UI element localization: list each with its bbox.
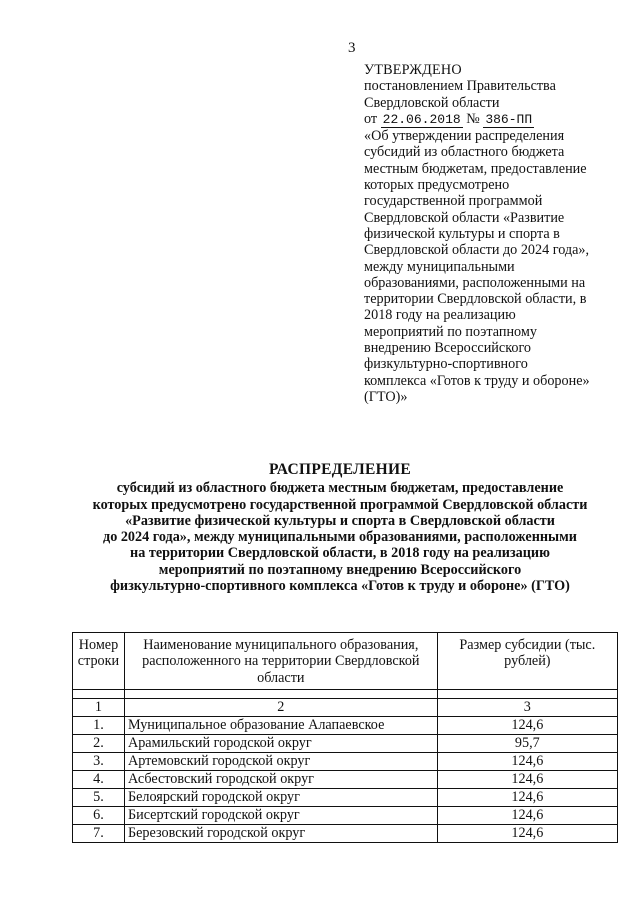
gap-cell	[73, 689, 125, 698]
row-number: 7.	[73, 824, 125, 842]
number-prefix: №	[466, 110, 480, 127]
municipality-name: Арамильский городской округ	[124, 734, 437, 752]
subsidy-amount: 124,6	[437, 824, 617, 842]
row-number: 5.	[73, 788, 125, 806]
row-number: 4.	[73, 770, 125, 788]
row-number: 6.	[73, 806, 125, 824]
table-row	[73, 788, 618, 806]
table-row	[73, 770, 618, 788]
subsidy-amount: 124,6	[437, 770, 617, 788]
document-heading	[60, 462, 620, 594]
document-subtitle: субсидий из областного бюджета местным бюджетам, предоставление которых предусмотрено государственной программой Свердловской области «Развитие физической культуры и спорта в Свердловской области до 2024 года», между муниципальными образованиями, расположенными на территории Свердловской области, в 2018 году на реализацию мероприятий по поэтапному внедрению Всероссийского физкультурно-спортивного комплекса «Готов к труду и обороне» (ГТО)	[92, 480, 588, 595]
header-name: Наименование муниципального образования, расположенного на территории Свердловской области	[124, 633, 437, 690]
approval-by-line1: постановлением Правительства	[364, 78, 556, 95]
approval-by-line2: Свердловской области	[364, 94, 500, 111]
subsidies-table	[72, 632, 618, 843]
row-number: 3.	[73, 752, 125, 770]
gap-cell	[437, 689, 617, 698]
municipality-name: Белоярский городской округ	[124, 788, 437, 806]
subsidy-amount: 124,6	[437, 752, 617, 770]
header-number: Номер строки	[73, 633, 125, 690]
gap-cell	[124, 689, 437, 698]
subsidy-amount: 124,6	[437, 788, 617, 806]
approval-date: 22.06.2018	[382, 111, 461, 127]
table-row	[73, 824, 618, 842]
approval-stamp-title: УТВЕРЖДЕНО	[364, 62, 462, 78]
column-number-2: 2	[124, 698, 437, 716]
column-number-3: 3	[437, 698, 617, 716]
municipality-name: Бисертский городской округ	[124, 806, 437, 824]
row-number: 2.	[73, 734, 125, 752]
table-row	[73, 734, 618, 752]
table-row	[73, 806, 618, 824]
municipality-name: Артемовский городской округ	[124, 752, 437, 770]
municipality-name: Асбестовский городской округ	[124, 770, 437, 788]
table-header-row	[73, 633, 618, 690]
approval-date-line	[364, 111, 614, 128]
approval-basis: «Об утверждении распределения субсидий из областного бюджета местным бюджетам, предоставление которых предусмотрено государственной программой Свердловской области «Развитие физической культуры и спорта в Свердловской области до 2024 года», между муниципальными образованиями, расположенными на территории Свердловской области, в 2018 году на реализацию мероприятий по поэтапному внедрению Всероссийского физкультурно-спортивного комплекса «Готов к труду и обороне» (ГТО)»	[364, 128, 590, 405]
subsidy-amount: 95,7	[437, 734, 617, 752]
municipality-name: Березовский городской округ	[124, 824, 437, 842]
document-title: РАСПРЕДЕЛЕНИЕ	[269, 461, 411, 478]
page-number: 3	[348, 40, 356, 56]
column-number-1: 1	[73, 698, 125, 716]
date-prefix: от	[364, 110, 378, 127]
approval-number: 386-ПП	[485, 111, 533, 127]
approval-block	[364, 62, 614, 405]
table-row	[73, 716, 618, 734]
header-amount: Размер субсидии (тыс. рублей)	[437, 633, 617, 690]
subsidy-amount: 124,6	[437, 716, 617, 734]
table-row	[73, 752, 618, 770]
column-number-row	[73, 698, 618, 716]
municipality-name: Муниципальное образование Алапаевское	[124, 716, 437, 734]
subsidy-amount: 124,6	[437, 806, 617, 824]
header-gap-row	[73, 689, 618, 698]
row-number: 1.	[73, 716, 125, 734]
